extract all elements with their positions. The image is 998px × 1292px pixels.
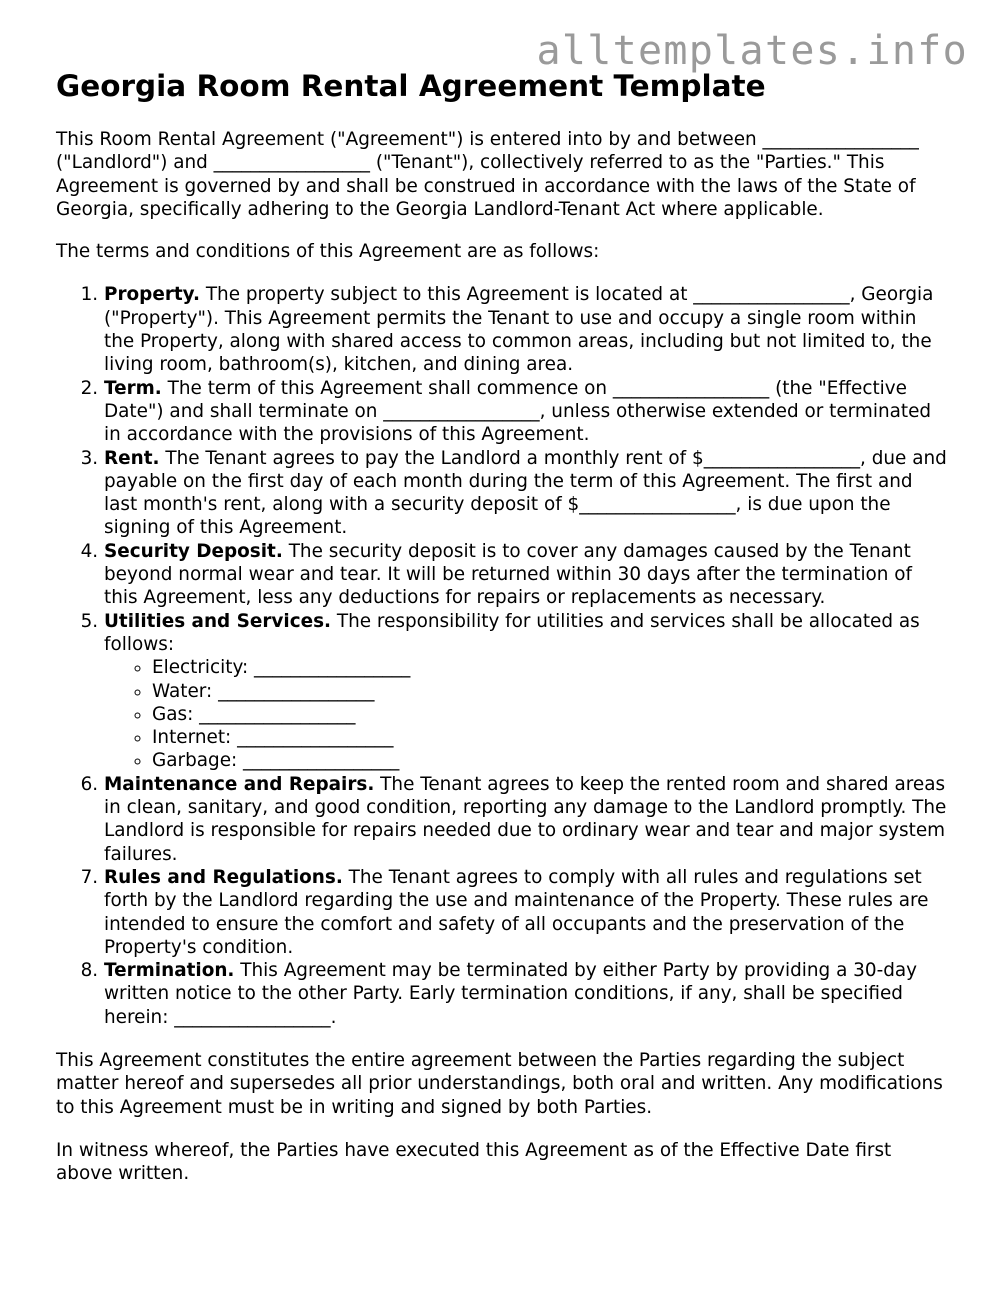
section-heading: Security Deposit. (104, 540, 283, 562)
terms-list (56, 283, 948, 1029)
section-heading: Utilities and Services. (104, 610, 332, 632)
section-text: The security deposit is to cover any damages caused by the Tenant beyond normal wear and tear. It will be returned within 30 days after the termination of this Agreement, less any deductions for repairs or replacements as necessary. (104, 540, 913, 609)
section-property (104, 283, 948, 376)
intro-paragraph: This Room Rental Agreement ("Agreement") is entered into by and between _________________ ("Landlord") and _________________ ("Tenant"), collectively referred to as the "Parties." This Agreement is governed by and shall be construed in accordance with the laws of the State of Georgia, specifically adhering to the Georgia Landlord-Tenant Act where applicable. (56, 129, 919, 220)
section-rules (104, 866, 948, 959)
section-heading: Termination. (104, 960, 235, 982)
document-page (56, 64, 948, 1185)
section-term (104, 377, 948, 447)
utility-item-garbage: ◦ Garbage: _________________ (152, 749, 948, 772)
section-heading: Maintenance and Repairs. (104, 773, 375, 795)
section-utilities (104, 610, 948, 773)
section-text: The Tenant agrees to comply with all rules and regulations set forth by the Landlord regarding the use and maintenance of the Property. These rules are intended to ensure the comfort and safety of all occupants and the preservation of the Property's condition. (104, 866, 929, 958)
document-title: Georgia Room Rental Agreement Template (56, 69, 766, 103)
section-security-deposit (104, 540, 948, 610)
utility-item-internet: ◦ Internet: _________________ (152, 726, 948, 749)
closing-paragraph: This Agreement constitutes the entire agreement between the Parties regarding the subject matter hereof and supersedes all prior understandings, both oral and written. Any modifications to this Agreement must be in writing and signed by both Parties. (56, 1049, 943, 1118)
utilities-list (104, 656, 948, 772)
section-heading: Rules and Regulations. (104, 866, 343, 888)
section-heading: Term. (104, 377, 162, 399)
section-heading: Rent. (104, 447, 160, 469)
utility-item-water: ◦ Water: _________________ (152, 680, 948, 703)
section-text: The Tenant agrees to pay the Landlord a monthly rent of $_________________, due and payable on the first day of each month during the term of this Agreement. The first and last month's rent, along with a security deposit of $_________________, is due upon the signing of this Agreement. (104, 447, 947, 539)
section-heading: Property. (104, 284, 200, 306)
section-rent (104, 447, 948, 540)
utility-item-gas: ◦ Gas: _________________ (152, 703, 948, 726)
section-text: The Tenant agrees to keep the rented room and shared areas in clean, sanitary, and good condition, reporting any damage to the Landlord promptly. The Landlord is responsible for repairs needed due to ordinary wear and tear and major system failures. (104, 773, 947, 865)
watermark: alltemplates.info (536, 28, 968, 74)
section-text: The responsibility for utilities and services shall be allocated as follows: (104, 610, 920, 655)
section-maintenance (104, 773, 948, 866)
utility-item-electricity: ◦ Electricity: _________________ (152, 656, 948, 679)
witness-paragraph: In witness whereof, the Parties have executed this Agreement as of the Effective Date first above written. (56, 1139, 892, 1185)
terms-lead-paragraph: The terms and conditions of this Agreement are as follows: (56, 241, 600, 263)
section-termination (104, 959, 948, 1029)
section-text: This Agreement may be terminated by either Party by providing a 30-day written notice to the other Party. Early termination conditions, if any, shall be specified herein: _________________. (104, 960, 918, 1028)
section-text: The property subject to this Agreement is located at _________________, Georgia ("Property"). This Agreement permits the Tenant to use and occupy a single room within the Property, along with shared access to common areas, including but not limited to, the living room, bathroom(s), kitchen, and dining area. (104, 284, 934, 376)
section-text: The term of this Agreement shall commence on _________________ (the "Effective Date") and shall terminate on _________________, unless otherwise extended or terminated in accordance with the provisions of this Agreement. (104, 377, 932, 446)
